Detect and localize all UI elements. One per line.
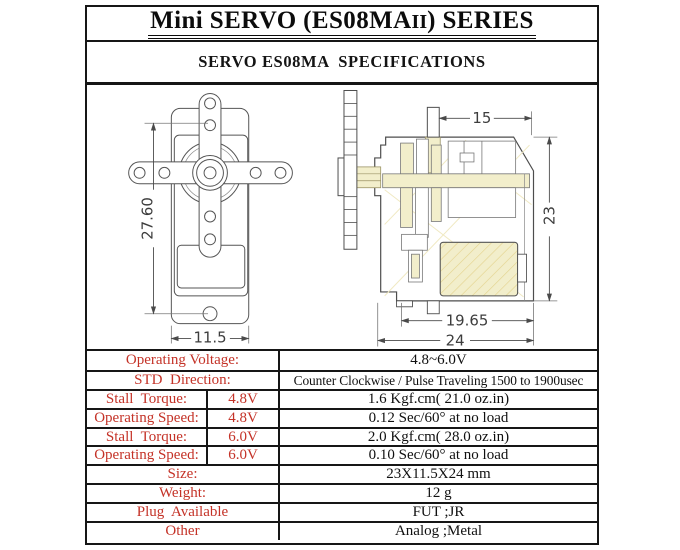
- table-row: [87, 389, 597, 408]
- spec-voltage: 6.0V: [206, 429, 278, 446]
- title-band: [87, 7, 597, 42]
- spec-label: Operating Speed:: [94, 409, 199, 426]
- servo-drawing-svg: [87, 85, 597, 349]
- spec-value: 2.0 Kgf.cm( 28.0 oz.in): [278, 429, 597, 446]
- table-row: [87, 483, 597, 502]
- spec-value: 0.12 Sec/60° at no load: [278, 410, 597, 427]
- spec-label: Operating Voltage:: [125, 351, 240, 368]
- subtitle-band: [87, 42, 597, 85]
- table-row: [87, 521, 597, 540]
- table-row: [87, 408, 597, 427]
- spec-label: Stall Torque:: [105, 428, 188, 445]
- spec-label: Operating Speed:: [94, 447, 199, 464]
- page-title: [148, 8, 536, 39]
- dim-inner-label: 19.65: [445, 311, 489, 330]
- spec-label: Other: [165, 523, 200, 540]
- spec-label: Size:: [167, 466, 198, 483]
- technical-drawing: [87, 85, 597, 349]
- dim-side-label: 23: [540, 206, 559, 225]
- spec-value: Counter Clockwise / Pulse Traveling 1500 to 1900usec: [278, 372, 597, 389]
- table-row: [87, 445, 597, 464]
- document-frame: [85, 5, 599, 545]
- table-row: [87, 502, 597, 521]
- dim-top-label: 15: [472, 109, 492, 128]
- dim-depth-label: 24: [445, 331, 465, 349]
- spec-label: Stall Torque:: [105, 390, 188, 407]
- spec-voltage: 6.0V: [206, 447, 278, 464]
- table-row: [87, 351, 597, 370]
- title-prefix: Mini SERVO (ES08MA: [150, 6, 412, 34]
- dim-height-label: 27.60: [138, 197, 157, 240]
- spec-label: Weight:: [158, 485, 207, 502]
- spec-label: Plug Available: [136, 504, 229, 521]
- table-row: [87, 370, 597, 389]
- spec-value: 4.8~6.0V: [278, 351, 597, 370]
- spec-value: 23X11.5X24 mm: [278, 466, 597, 483]
- table-row: [87, 427, 597, 446]
- title-suffix: ) SERIES: [427, 6, 534, 34]
- dim-width-label: 11.5: [193, 328, 227, 347]
- spec-voltage: 4.8V: [206, 410, 278, 427]
- spec-label: STD Direction:: [134, 371, 231, 388]
- spec-value: FUT ;JR: [278, 504, 597, 521]
- table-row: [87, 464, 597, 483]
- spec-voltage: 4.8V: [206, 391, 278, 408]
- specifications-table: [87, 349, 597, 540]
- spec-value: 12 g: [278, 485, 597, 502]
- spec-value: 1.6 Kgf.cm( 21.0 oz.in): [278, 391, 597, 408]
- spec-value: Analog ;Metal: [278, 523, 597, 540]
- spec-value: 0.10 Sec/60° at no load: [278, 447, 597, 464]
- title-roman-numeral: II: [411, 10, 428, 33]
- servo-side-view: [338, 90, 533, 313]
- page-subtitle: SERVO ES08MA SPECIFICATIONS: [198, 52, 486, 71]
